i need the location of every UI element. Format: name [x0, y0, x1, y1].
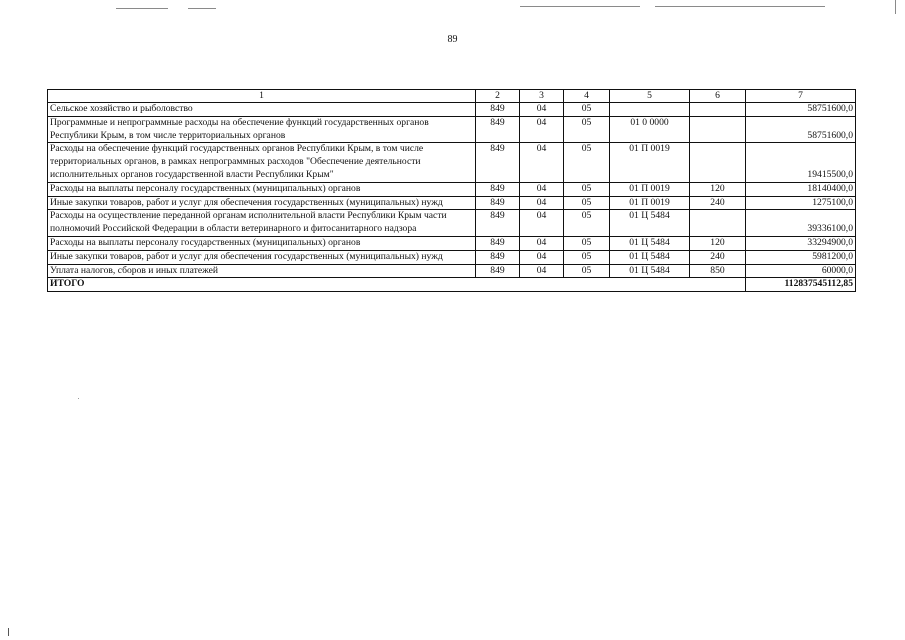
cell-amount: 39336100,0 — [746, 210, 856, 237]
table-row — [48, 250, 856, 264]
cell-column-2: 849 — [476, 103, 520, 117]
cell-column-5 — [610, 103, 690, 117]
cell-column-3: 04 — [520, 116, 564, 143]
cell-expense-name: Иные закупки товаров, работ и услуг для обеспечения государственных (муниципальных) нужд — [48, 196, 476, 210]
column-number: 2 — [476, 90, 520, 103]
cell-column-4: 05 — [564, 236, 610, 250]
scan-artifact-line — [188, 8, 216, 9]
cell-column-6: 120 — [690, 236, 746, 250]
total-row — [48, 278, 856, 292]
cell-expense-name: Расходы на выплаты персоналу государственных (муниципальных) органов — [48, 182, 476, 196]
column-number: 5 — [610, 90, 690, 103]
cell-column-2: 849 — [476, 182, 520, 196]
cell-column-3: 04 — [520, 250, 564, 264]
table-row — [48, 196, 856, 210]
cell-column-5: 01 Ц 5484 — [610, 250, 690, 264]
cell-column-3: 04 — [520, 103, 564, 117]
cell-column-6: 850 — [690, 264, 746, 278]
scan-artifact-line — [8, 628, 9, 636]
table-row — [48, 236, 856, 250]
cell-expense-name: Иные закупки товаров, работ и услуг для обеспечения государственных (муниципальных) нужд — [48, 250, 476, 264]
cell-expense-name: Уплата налогов, сборов и иных платежей — [48, 264, 476, 278]
column-number: 1 — [48, 90, 476, 103]
cell-column-6 — [690, 103, 746, 117]
scan-artifact-dot — [78, 398, 79, 399]
cell-amount: 18140400,0 — [746, 182, 856, 196]
cell-column-4: 05 — [564, 250, 610, 264]
cell-column-5: 01 П 0019 — [610, 143, 690, 182]
cell-expense-name: Сельское хозяйство и рыболовство — [48, 103, 476, 117]
cell-column-5: 01 Ц 5484 — [610, 264, 690, 278]
cell-column-3: 04 — [520, 210, 564, 237]
cell-column-2: 849 — [476, 143, 520, 182]
cell-column-5: 01 Ц 5484 — [610, 236, 690, 250]
cell-amount: 1275100,0 — [746, 196, 856, 210]
total-label: ИТОГО — [48, 278, 746, 292]
cell-column-3: 04 — [520, 196, 564, 210]
cell-expense-name: Расходы на осуществление переданной органам исполнительной власти Республики Крым части полномочий Российской Федерации в области ветеринарного и фитосанитарного надзора — [48, 210, 476, 237]
column-number: 3 — [520, 90, 564, 103]
column-number-row — [48, 90, 856, 103]
table-body — [48, 90, 856, 292]
cell-column-5: 01 П 0019 — [610, 196, 690, 210]
cell-column-6: 240 — [690, 196, 746, 210]
column-number: 6 — [690, 90, 746, 103]
cell-expense-name: Расходы на обеспечение функций государственных органов Республики Крым, в том числе территориальных органов, в рамках непрограммных расходов "Обеспечение деятельности исполнительных органов государственной власти Республики Крым" — [48, 143, 476, 182]
cell-expense-name: Расходы на выплаты персоналу государственных (муниципальных) органов — [48, 236, 476, 250]
column-number: 4 — [564, 90, 610, 103]
cell-amount: 58751600,0 — [746, 116, 856, 143]
cell-column-4: 05 — [564, 143, 610, 182]
cell-column-2: 849 — [476, 236, 520, 250]
column-number: 7 — [746, 90, 856, 103]
cell-column-2: 849 — [476, 196, 520, 210]
cell-column-6 — [690, 143, 746, 182]
page-number: 89 — [447, 34, 458, 45]
cell-amount: 5981200,0 — [746, 250, 856, 264]
cell-amount: 33294900,0 — [746, 236, 856, 250]
cell-expense-name: Программные и непрограммные расходы на обеспечение функций государственных органов Республики Крым, в том числе территориальных органов — [48, 116, 476, 143]
scan-artifact-line — [895, 0, 896, 14]
cell-amount: 19415500,0 — [746, 143, 856, 182]
cell-column-6 — [690, 116, 746, 143]
cell-column-3: 04 — [520, 182, 564, 196]
cell-column-2: 849 — [476, 264, 520, 278]
cell-column-5: 01 Ц 5484 — [610, 210, 690, 237]
scan-artifact-line — [655, 6, 825, 7]
cell-column-5: 01 0 0000 — [610, 116, 690, 143]
cell-column-2: 849 — [476, 116, 520, 143]
scan-artifact-line — [520, 6, 640, 7]
table-row — [48, 210, 856, 237]
scan-artifact-line — [116, 8, 168, 9]
cell-column-4: 05 — [564, 264, 610, 278]
table-row — [48, 103, 856, 117]
cell-column-4: 05 — [564, 210, 610, 237]
table-row — [48, 182, 856, 196]
cell-column-4: 05 — [564, 196, 610, 210]
cell-column-3: 04 — [520, 236, 564, 250]
budget-table — [47, 89, 856, 292]
cell-amount: 58751600,0 — [746, 103, 856, 117]
table-row — [48, 143, 856, 182]
cell-amount: 60000,0 — [746, 264, 856, 278]
cell-column-4: 05 — [564, 116, 610, 143]
cell-column-3: 04 — [520, 264, 564, 278]
cell-column-4: 05 — [564, 103, 610, 117]
cell-column-4: 05 — [564, 182, 610, 196]
cell-column-6: 120 — [690, 182, 746, 196]
cell-column-5: 01 П 0019 — [610, 182, 690, 196]
cell-column-6: 240 — [690, 250, 746, 264]
cell-column-2: 849 — [476, 250, 520, 264]
cell-column-2: 849 — [476, 210, 520, 237]
table-row — [48, 116, 856, 143]
table-row — [48, 264, 856, 278]
total-amount: 112837545112,85 — [746, 278, 856, 292]
cell-column-6 — [690, 210, 746, 237]
cell-column-3: 04 — [520, 143, 564, 182]
